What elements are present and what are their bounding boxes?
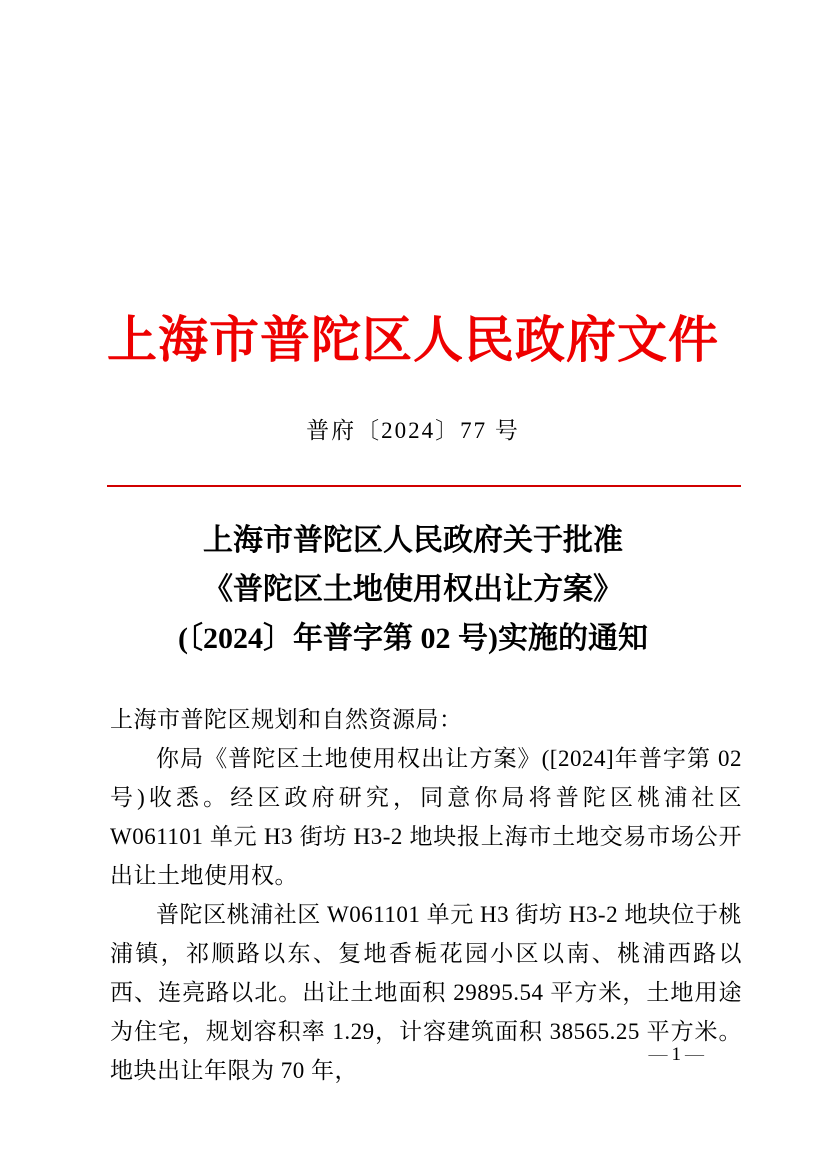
page-number	[645, 1044, 709, 1066]
notice-title-line-1: 上海市普陀区人民政府关于批准	[203, 524, 623, 557]
page-number-value: 1	[671, 1044, 681, 1065]
letterhead-divider	[107, 485, 741, 487]
notice-title-line-2: 《普陀区土地使用权出让方案》	[203, 573, 623, 606]
body-paragraph-2: 普陀区桃浦社区 W061101 单元 H3 街坊 H3-2 地块位于桃浦镇，祁顺路以东、复地香栀花园小区以南、桃浦西路以西、连亮路以北。出让土地面积 29895.54 平方米，土地用途为住宅，规划容积率 1.29，计容建筑面积 38565.25 平方米。地块出让年限为 70 年，	[110, 902, 742, 1083]
page-number-dash-left: —	[648, 1044, 668, 1065]
page-number-dash-right: —	[685, 1044, 704, 1065]
body-paragraph-1: 你局《普陀区土地使用权出让方案》([2024]年普字第 02 号)收悉。经区政府研究，同意你局将普陀区桃浦社区 W061101 单元 H3 街坊 H3-2 地块报上海市土地交易市场公开出让土地使用权。	[110, 746, 742, 888]
document-body	[110, 700, 742, 1090]
notice-title	[0, 516, 826, 663]
document-number: 普府〔2024〕77 号	[306, 418, 520, 443]
salutation: 上海市普陀区规划和自然资源局：	[110, 707, 463, 732]
notice-title-line-3: (〔2024〕年普字第 02 号)实施的通知	[178, 622, 648, 655]
letterhead-title: 上海市普陀区人民政府文件	[107, 312, 719, 368]
